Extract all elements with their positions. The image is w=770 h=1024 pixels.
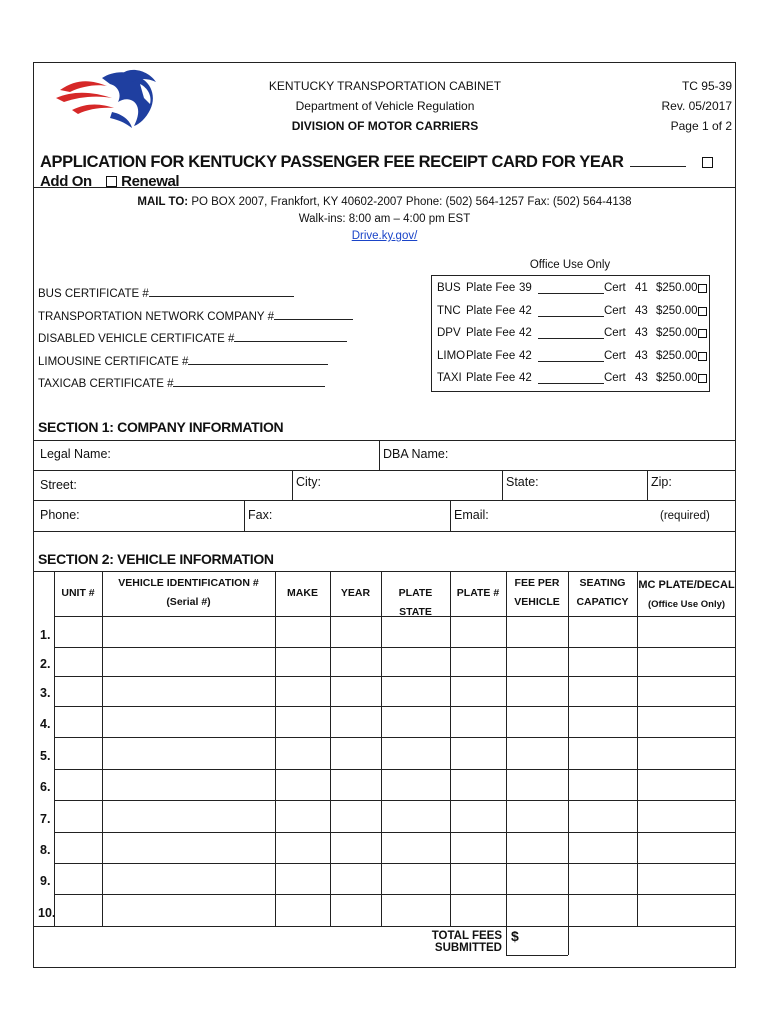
office-checkbox[interactable] xyxy=(698,307,707,316)
s1-div-state xyxy=(502,470,503,500)
row-border xyxy=(54,863,736,864)
office-row-limo xyxy=(432,350,709,373)
office-cert-label: Cert xyxy=(604,349,626,362)
renewal-checkbox[interactable] xyxy=(106,176,117,187)
office-row-dpv xyxy=(432,327,709,350)
form-title: APPLICATION FOR KENTUCKY PASSENGER FEE RECEIPT CARD FOR YEAR xyxy=(40,153,624,171)
col-border xyxy=(381,571,382,927)
row-number: 10. xyxy=(38,906,56,920)
state-field[interactable]: State: xyxy=(506,475,539,489)
office-use-table xyxy=(431,275,710,392)
s1-div-email xyxy=(450,500,451,531)
office-amount: $250.00 xyxy=(656,349,698,362)
office-cert-label: Cert xyxy=(604,282,626,294)
limo-cert-row xyxy=(38,351,353,374)
tnc-cert-label: TRANSPORTATION NETWORK COMPANY # xyxy=(38,310,274,323)
mail-to-line xyxy=(33,194,736,211)
bus-cert-label: BUS CERTIFICATE # xyxy=(38,288,149,300)
office-checkbox[interactable] xyxy=(698,284,707,293)
office-cert-label: Cert xyxy=(604,327,626,339)
office-fee-label: Plate Fee xyxy=(466,349,516,362)
col-vin-line1: VEHICLE IDENTIFICATION # xyxy=(118,577,259,589)
office-plate-input[interactable] xyxy=(538,373,604,384)
col-mc-line1: MC PLATE/DECAL xyxy=(638,579,735,591)
taxi-cert-label: TAXICAB CERTIFICATE # xyxy=(38,378,174,390)
total-currency: $ xyxy=(511,928,519,944)
row-number: 1. xyxy=(40,628,51,642)
office-fee-label: Plate Fee xyxy=(466,304,516,317)
row-border xyxy=(33,926,736,927)
office-plate-input[interactable] xyxy=(538,328,604,339)
office-fee-label: Plate Fee xyxy=(466,327,516,339)
s1-div-zip xyxy=(647,470,648,500)
row-border xyxy=(54,647,736,648)
tnc-cert-row xyxy=(38,306,353,329)
title-divider xyxy=(33,187,736,188)
office-amount: $250.00 xyxy=(656,327,698,339)
dba-name-field[interactable]: DBA Name: xyxy=(383,447,449,461)
row-number: 9. xyxy=(40,874,51,888)
dpv-cert-input[interactable] xyxy=(234,331,347,342)
department-name: Department of Vehicle Regulation xyxy=(295,99,475,113)
office-type: DPV xyxy=(437,327,461,339)
col-vin-line2: (Serial #) xyxy=(166,596,211,608)
office-fee-label: Plate Fee xyxy=(466,372,516,384)
col-border xyxy=(54,571,55,927)
col-seat-line2: CAPATICY xyxy=(576,596,629,608)
office-plate-input[interactable] xyxy=(538,283,604,294)
kytc-logo xyxy=(52,68,167,130)
office-plate-input[interactable] xyxy=(538,351,604,362)
dpv-cert-label: DISABLED VEHICLE CERTIFICATE # xyxy=(38,333,235,345)
office-type: TNC xyxy=(437,304,461,317)
email-field[interactable]: Email: xyxy=(454,508,489,522)
col-make: MAKE xyxy=(287,587,318,599)
row-border xyxy=(54,832,736,833)
total-box-bottom xyxy=(506,955,568,956)
section2-title: SECTION 2: VEHICLE INFORMATION xyxy=(38,551,274,567)
tnc-cert-input[interactable] xyxy=(274,309,353,320)
col-mc-plate xyxy=(637,576,736,614)
office-checkbox[interactable] xyxy=(698,329,707,338)
s1-div-city xyxy=(292,470,293,500)
mail-to-label: MAIL TO: xyxy=(137,196,189,208)
office-use-title: Office Use Only xyxy=(529,259,611,271)
col-seating xyxy=(568,574,637,612)
add-on-checkbox[interactable] xyxy=(702,157,713,168)
col-border xyxy=(568,571,569,955)
row-number: 5. xyxy=(40,749,51,763)
office-cert-code: 43 xyxy=(635,349,648,362)
total-fees-label: TOTAL FEES SUBMITTED xyxy=(431,930,502,954)
page-indicator: Page 1 of 2 xyxy=(670,119,732,133)
office-cert-code: 41 xyxy=(635,282,648,294)
row-border xyxy=(54,894,736,895)
row-number: 7. xyxy=(40,812,51,826)
office-type: TAXI xyxy=(437,372,462,384)
total-fees-input[interactable] xyxy=(522,927,568,955)
office-code: 42 xyxy=(519,349,532,362)
row-border xyxy=(54,800,736,801)
col-plate: PLATE # xyxy=(456,587,500,599)
office-checkbox[interactable] xyxy=(698,352,707,361)
fax-field[interactable]: Fax: xyxy=(248,508,273,522)
col-vin xyxy=(102,574,275,612)
form-number: TC 95-39 xyxy=(681,79,732,93)
add-on-label: Add On xyxy=(40,173,92,190)
s1-line-4 xyxy=(33,531,736,532)
office-code: 42 xyxy=(519,304,532,317)
col-fee-line2: VEHICLE xyxy=(514,596,560,608)
office-amount: $250.00 xyxy=(656,304,698,317)
bus-cert-row xyxy=(38,283,353,306)
limo-cert-label: LIMOUSINE CERTIFICATE # xyxy=(38,355,189,368)
taxi-cert-row xyxy=(38,373,353,396)
row-number: 2. xyxy=(40,657,51,671)
office-cert-code: 43 xyxy=(635,304,648,317)
s1-line-1 xyxy=(33,440,736,441)
office-amount: $250.00 xyxy=(656,282,698,294)
street-field[interactable]: Street: xyxy=(40,478,77,492)
legal-name-field[interactable]: Legal Name: xyxy=(40,447,111,461)
walkin-hours: Walk-ins: 8:00 am – 4:00 pm EST xyxy=(298,213,471,225)
limo-cert-input[interactable] xyxy=(188,354,328,365)
col-border xyxy=(102,571,103,927)
office-type: LIMO xyxy=(437,349,466,362)
s1-line-3 xyxy=(33,500,736,501)
col-fee xyxy=(506,574,568,612)
dpv-cert-row xyxy=(38,328,353,351)
section1-title: SECTION 1: COMPANY INFORMATION xyxy=(38,419,284,435)
col-year: YEAR xyxy=(340,587,371,599)
agency-name: KENTUCKY TRANSPORTATION CABINET xyxy=(268,79,502,93)
zip-field[interactable]: Zip: xyxy=(651,475,672,489)
col-unit: UNIT # xyxy=(61,587,95,599)
row-number: 3. xyxy=(40,686,51,700)
title-row xyxy=(40,153,740,191)
col-fee-line1: FEE PER xyxy=(514,577,560,589)
col-seat-line1: SEATING xyxy=(579,577,626,589)
taxi-cert-input[interactable] xyxy=(173,376,325,387)
row-border xyxy=(54,737,736,738)
col-border xyxy=(330,571,331,927)
row-number: 8. xyxy=(40,843,51,857)
col-mc-line2: (Office Use Only) xyxy=(647,599,726,610)
office-cert-label: Cert xyxy=(604,304,626,317)
website-link[interactable]: Drive.ky.gov/ xyxy=(351,230,418,242)
phone-field[interactable]: Phone: xyxy=(40,508,80,522)
row-border xyxy=(54,769,736,770)
office-plate-input[interactable] xyxy=(538,306,604,317)
row-number: 4. xyxy=(40,717,51,731)
col-border xyxy=(637,571,638,927)
s1-div-fax xyxy=(244,500,245,531)
office-code: 42 xyxy=(519,372,532,384)
office-row-bus xyxy=(432,282,709,305)
s1-div-dba xyxy=(379,440,380,470)
email-required-note: (required) xyxy=(660,510,710,522)
col-border xyxy=(506,571,507,955)
office-row-taxi xyxy=(432,372,709,395)
city-field[interactable]: City: xyxy=(296,475,321,489)
col-border xyxy=(275,571,276,927)
vehicle-table xyxy=(54,571,736,927)
s1-line-2 xyxy=(33,470,736,471)
office-cert-code: 43 xyxy=(635,327,648,339)
renewal-label: Renewal xyxy=(121,173,180,190)
col-plate-state: PLATE STATE xyxy=(398,587,433,618)
office-cert-label: Cert xyxy=(604,372,626,384)
year-field[interactable] xyxy=(630,156,686,167)
mail-to-address: PO BOX 2007, Frankfort, KY 40602-2007 Phone: (502) 564-1257 Fax: (502) 564-4138 xyxy=(191,196,632,208)
col-border xyxy=(450,571,451,927)
office-checkbox[interactable] xyxy=(698,374,707,383)
bus-cert-input[interactable] xyxy=(149,286,294,297)
division-name: DIVISION OF MOTOR CARRIERS xyxy=(291,119,479,133)
row-number: 6. xyxy=(40,780,51,794)
office-fee-label: Plate Fee xyxy=(466,282,516,294)
office-amount: $250.00 xyxy=(656,372,698,384)
office-code: 39 xyxy=(519,282,532,294)
row-border xyxy=(54,676,736,677)
office-cert-code: 43 xyxy=(635,372,648,384)
revision-date: Rev. 05/2017 xyxy=(661,99,732,113)
office-row-tnc xyxy=(432,305,709,328)
office-code: 42 xyxy=(519,327,532,339)
office-type: BUS xyxy=(437,282,461,294)
row-border xyxy=(54,706,736,707)
